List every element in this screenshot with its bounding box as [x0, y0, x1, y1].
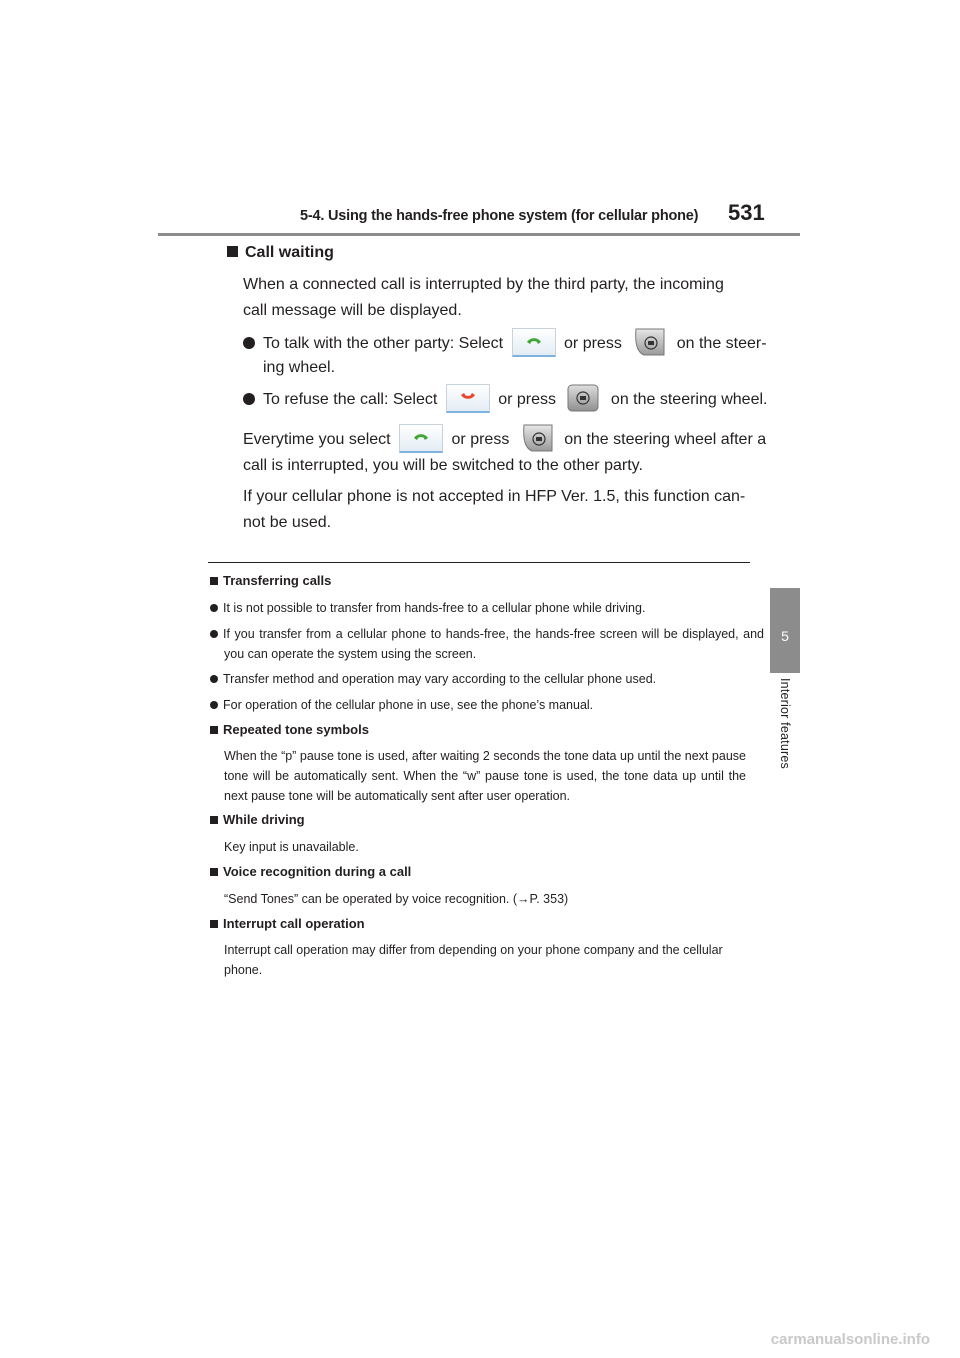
interrupt-title: Interrupt call operation: [223, 916, 365, 931]
chapter-label-wrap: [776, 678, 794, 788]
interrupt-text: Interrupt call operation may differ from depending on your phone company and the cellular phone.: [224, 943, 723, 977]
list-item-text: For operation of the cellular phone in use, see the phone’s manual.: [223, 698, 594, 712]
repeated-text: When the “p” pause tone is used, after waiting 2 seconds the tone data up until the next pause tone will be automatically sent. When the “w” pause tone is used, the tone data up until the next pause tone will be automatically sent after user operation.: [224, 749, 746, 803]
driving-heading: [210, 812, 305, 827]
driving-title: While driving: [223, 812, 305, 827]
list-item-text: If you transfer from a cellular phone to hands-free, the hands-free screen will be displayed, and you can operate the system using the screen.: [223, 627, 764, 661]
intro-line-1: When a connected call is interrupted by the third party, the incoming: [243, 276, 724, 293]
list-item: [210, 624, 764, 664]
square-bullet-icon: [210, 816, 218, 824]
call-waiting-title: Call waiting: [245, 244, 334, 261]
repeated-title: Repeated tone symbols: [223, 722, 369, 737]
everytime-line-1: [243, 425, 766, 455]
watermark: carmanualsonline.info: [770, 1331, 930, 1348]
square-bullet-icon: [210, 577, 218, 585]
header-rule: [158, 233, 800, 236]
voice-heading: [210, 864, 411, 879]
everytime-text-c: on the steering wheel after a: [564, 431, 767, 449]
answer-call-icon: [399, 424, 443, 453]
square-bullet-icon: [227, 246, 238, 257]
round-bullet-icon: [243, 393, 255, 405]
refuse-text-c: on the steering wheel.: [610, 391, 768, 409]
round-bullet-icon: [210, 675, 218, 683]
round-bullet-icon: [210, 630, 218, 638]
voice-text: “Send Tones” can be operated by voice recognition. (→P. 353): [224, 892, 569, 906]
transferring-title: Transferring calls: [223, 573, 332, 588]
chapter-number: 5: [781, 628, 789, 644]
everytime-text-a: Everytime you select: [243, 431, 391, 449]
list-item: [210, 669, 750, 689]
list-item-text: It is not possible to transfer from hands-free to a cellular phone while driving.: [223, 601, 646, 615]
chapter-label: Interior features: [778, 678, 792, 769]
intro-line-2: call message will be displayed.: [243, 302, 462, 319]
list-item: [210, 598, 750, 618]
interrupt-heading: [210, 916, 365, 931]
round-bullet-icon: [210, 701, 218, 709]
end-call-icon: [446, 384, 490, 413]
answer-call-icon: [512, 328, 556, 357]
repeated-heading: [210, 722, 369, 737]
refuse-text-a: To refuse the call: Select: [263, 391, 438, 409]
hfp-line-2: not be used.: [243, 514, 332, 531]
everytime-text-b: or press: [451, 431, 510, 449]
section-title: 5-4. Using the hands-free phone system (for cellular phone): [300, 208, 699, 224]
list-item-text: Transfer method and operation may vary according to the cellular phone used.: [223, 672, 657, 686]
round-bullet-icon: [243, 337, 255, 349]
steering-wheel-phone-switch-icon: [564, 383, 602, 413]
section-divider: [208, 562, 750, 563]
square-bullet-icon: [210, 726, 218, 734]
everytime-line-2: call is interrupted, you will be switched to the other party.: [243, 457, 643, 474]
driving-text: Key input is unavailable.: [224, 840, 359, 854]
talk-line-2: ing wheel.: [263, 359, 336, 376]
steering-wheel-phone-switch-icon: [630, 327, 668, 357]
square-bullet-icon: [210, 868, 218, 876]
voice-title: Voice recognition during a call: [223, 864, 412, 879]
refuse-text-b: or press: [498, 391, 557, 409]
page-number: 531: [728, 200, 765, 225]
talk-text-b: or press: [564, 335, 622, 353]
list-item: [210, 695, 750, 715]
square-bullet-icon: [210, 920, 218, 928]
round-bullet-icon: [210, 604, 218, 612]
transferring-heading: [210, 573, 331, 588]
refuse-bullet: [243, 385, 767, 415]
talk-text-c: on the steer-: [676, 335, 767, 353]
talk-text-a: To talk with the other party: Select: [263, 335, 504, 353]
call-waiting-heading: [227, 244, 334, 262]
steering-wheel-phone-switch-icon: [518, 423, 556, 453]
hfp-line-1: If your cellular phone is not accepted in HFP Ver. 1.5, this function can-: [243, 488, 746, 505]
